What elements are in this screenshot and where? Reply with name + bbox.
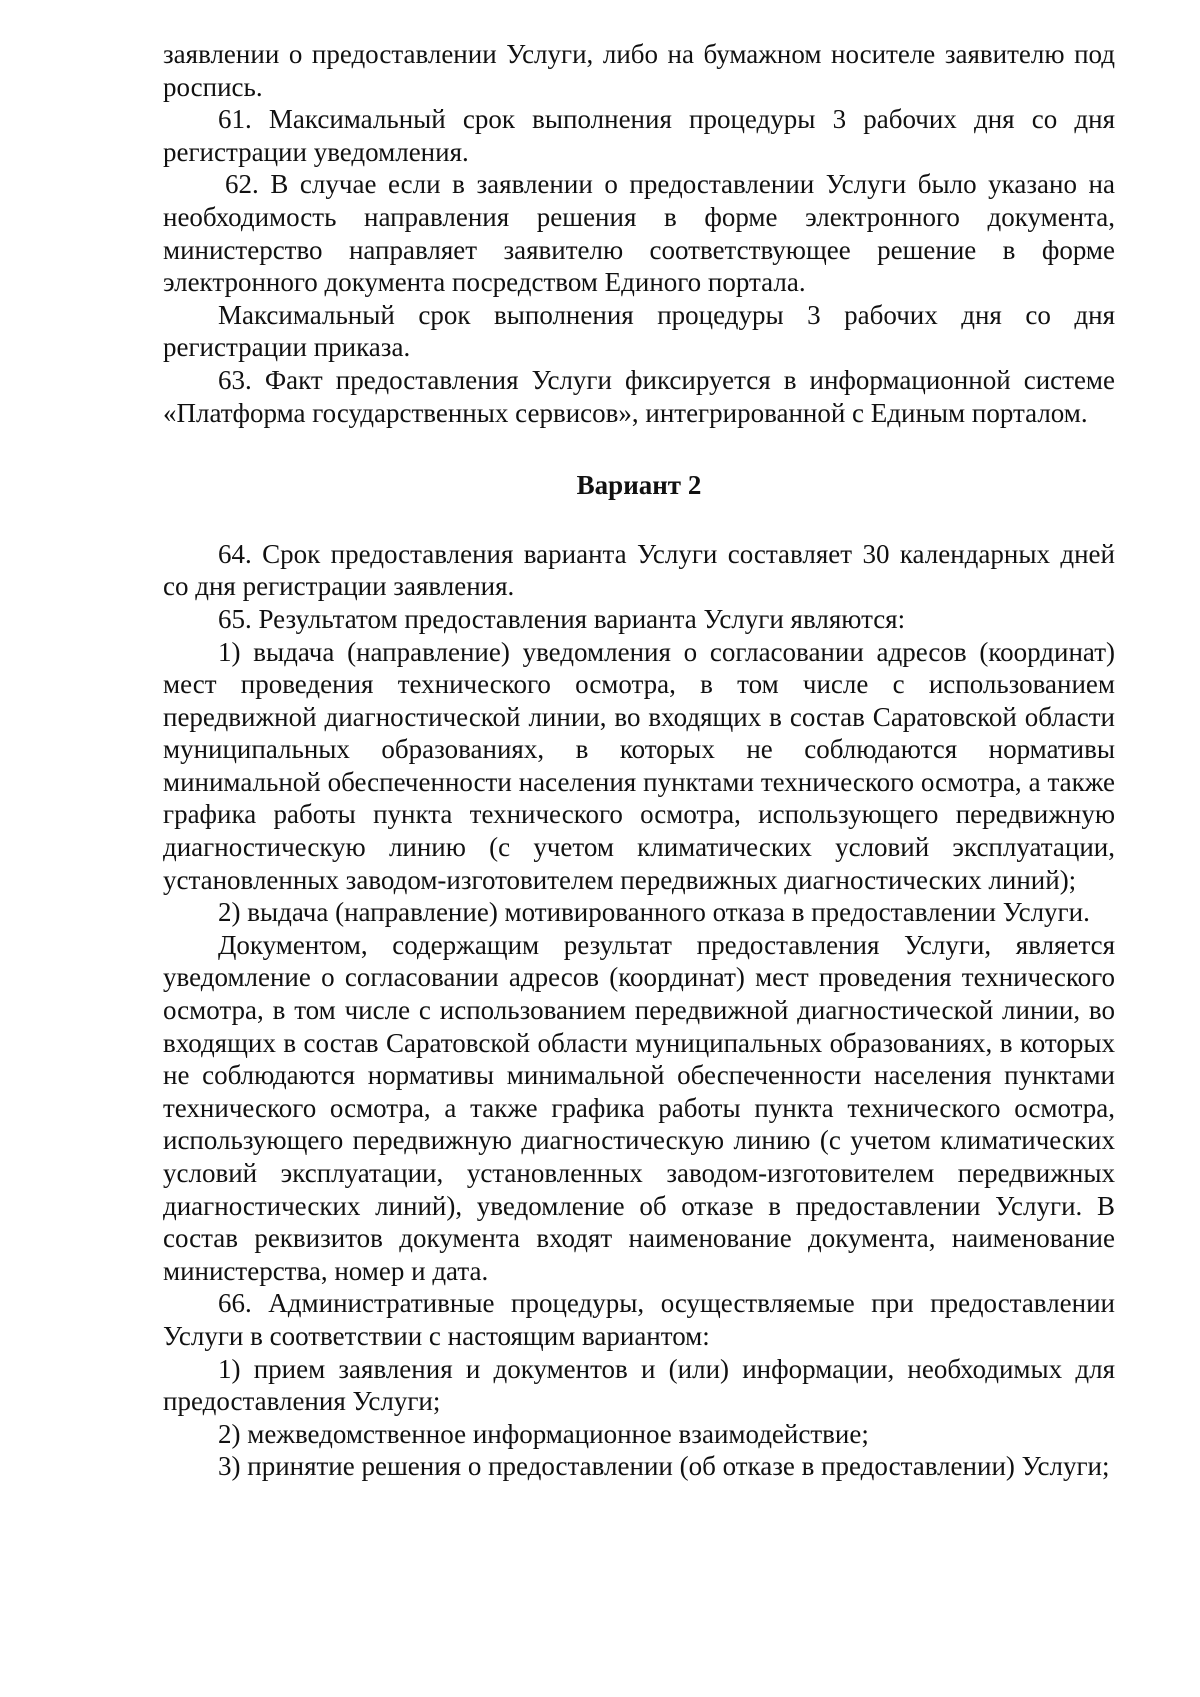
paragraph-65: 65. Результатом предоставления варианта Услуги являются: — [218, 603, 906, 634]
paragraph-63: 63. Факт предоставления Услуги фиксируется в информационной системе «Платформа государственных сервисов», интегрированной с Единым порталом. — [163, 364, 1115, 428]
document-page — [163, 38, 1115, 1483]
paragraph-continuation: заявлении о предоставлении Услуги, либо на бумажном носителе заявителю под роспись. — [163, 39, 1115, 102]
paragraph-61: 61. Максимальный срок выполнения процедуры 3 рабочих дня со дня регистрации уведомления. — [163, 104, 1115, 167]
paragraph-66: 66. Административные процедуры, осуществляемые при предоставлении Услуги в соответствии с настоящим вариантом: — [163, 1288, 1115, 1351]
paragraph-66-item-3: 3) принятие решения о предоставлении (об отказе в предоставлении) Услуги; — [218, 1451, 1110, 1482]
paragraph-65-item-2: 2) выдача (направление) мотивированного отказа в предоставлении Услуги. — [218, 897, 1090, 928]
section-top — [163, 38, 1115, 429]
paragraph-65-document: Документом, содержащим результат предоставления Услуги, является уведомление о согласовании адресов (координат) мест проведения технического осмотра, в том числе с использованием передвижной диагностической линии, во входящих в состав Саратовской области муниципальных образованиях, в которых не соблюдаются нормативы минимальной обеспеченности населения пунктами технического осмотра, а также графика работы пункта технического осмотра, использующего передвижную диагностическую линию (с учетом климатических условий эксплуатации, установленных заводом-изготовителем передвижных диагностических линий), уведомление об отказе в предоставлении Услуги. В состав реквизитов документа входят наименование документа, наименование министерства, номер и дата. — [163, 929, 1115, 1286]
paragraph-66-item-1: 1) прием заявления и документов и (или) информации, необходимых для предоставления Услуги; — [163, 1353, 1115, 1417]
paragraph-64: 64. Срок предоставления варианта Услуги составляет 30 календарных дней со дня регистрации заявления. — [163, 538, 1115, 602]
paragraph-62-deadline: Максимальный срок выполнения процедуры 3 рабочих дня со дня регистрации приказа. — [163, 299, 1115, 363]
paragraph-62: 62. В случае если в заявлении о предоставлении Услуги было указано на необходимость направления решения в форме электронного документа, министерство направляет заявителю соответствующее решение в форме электронного документа посредством Единого портала. — [163, 169, 1115, 298]
paragraph-66-item-2: 2) межведомственное информационное взаимодействие; — [218, 1418, 869, 1449]
paragraph-65-item-1: 1) выдача (направление) уведомления о согласовании адресов (координат) мест проведения технического осмотра, в том числе с использованием передвижной диагностической линии, во входящих в состав Саратовской области муниципальных образованиях, в которых не соблюдаются нормативы минимальной обеспеченности населения пунктами технического осмотра, а также графика работы пункта технического осмотра, использующего передвижную диагностическую линию (с учетом климатических условий эксплуатации, установленных заводом-изготовителем передвижных диагностических линий); — [163, 636, 1115, 895]
section-heading: Вариант 2 — [576, 470, 702, 501]
section-bottom — [163, 538, 1115, 1483]
